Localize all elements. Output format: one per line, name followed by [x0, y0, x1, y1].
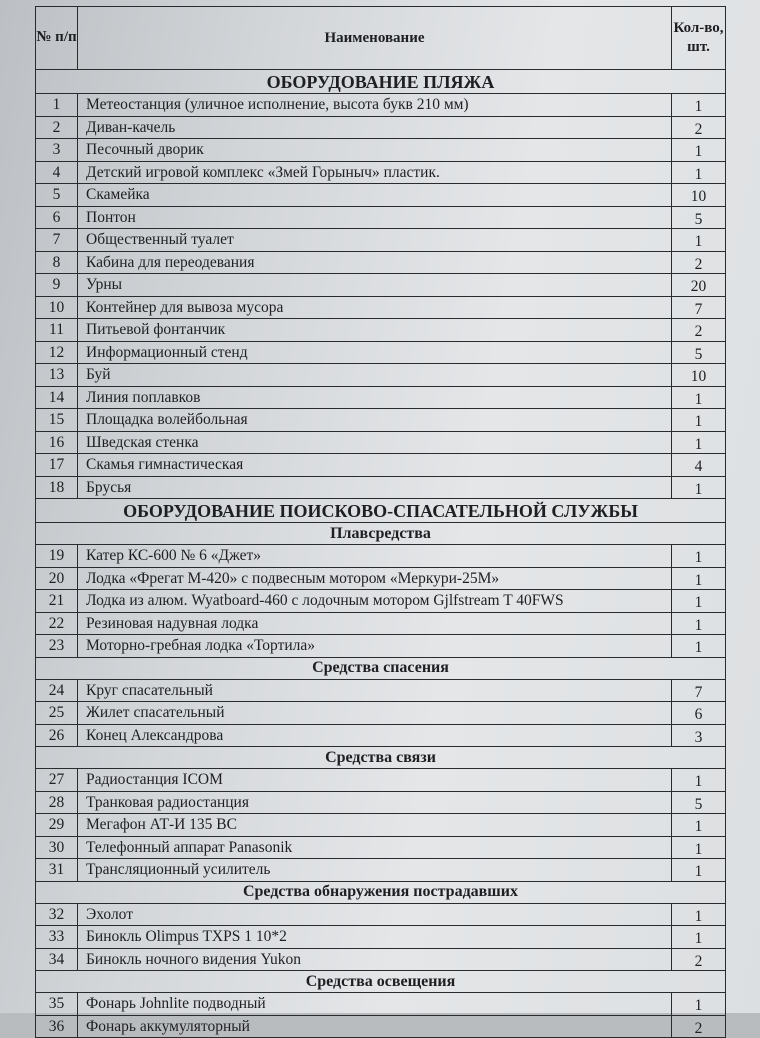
- row-number: 36: [36, 1015, 78, 1038]
- item-name: Катер КС-600 № 6 «Джет»: [78, 545, 672, 568]
- row-number: 30: [36, 836, 78, 859]
- table-row: [36, 836, 726, 859]
- table-row: [36, 948, 726, 971]
- header-name: Наименование: [78, 7, 672, 70]
- item-quantity: 2: [672, 116, 726, 139]
- table-row: [36, 724, 726, 747]
- row-number: 19: [36, 545, 78, 568]
- item-quantity: 1: [672, 590, 726, 613]
- item-name: Кабина для переодевания: [78, 251, 672, 274]
- table-row: [36, 635, 726, 658]
- row-number: 13: [36, 364, 78, 387]
- item-name: Метеостанция (уличное исполнение, высота букв 210 мм): [78, 94, 672, 117]
- item-quantity: 2: [672, 319, 726, 342]
- row-number: 14: [36, 386, 78, 409]
- item-quantity: 1: [672, 926, 726, 949]
- row-number: 26: [36, 724, 78, 747]
- row-number: 7: [36, 229, 78, 252]
- table-row: [36, 94, 726, 117]
- item-quantity: 1: [672, 903, 726, 926]
- row-number: 33: [36, 926, 78, 949]
- item-name: Линия поплавков: [78, 386, 672, 409]
- item-quantity: 1: [672, 139, 726, 162]
- row-number: 8: [36, 251, 78, 274]
- item-quantity: 5: [672, 206, 726, 229]
- item-quantity: 1: [672, 814, 726, 837]
- subsection-heading: Плавсредства: [36, 523, 726, 545]
- subsection-heading: Средства связи: [36, 747, 726, 769]
- item-quantity: 10: [672, 184, 726, 207]
- table-row: [36, 859, 726, 882]
- table-row: [36, 364, 726, 387]
- item-quantity: 1: [672, 431, 726, 454]
- table-row: [36, 567, 726, 590]
- row-number: 34: [36, 948, 78, 971]
- equipment-table: [35, 6, 726, 1038]
- item-name: Шведская стенка: [78, 431, 672, 454]
- item-name: Лодка из алюм. Wyatboard-460 с лодочным мотором Gjlfstream T 40FWS: [78, 590, 672, 613]
- table-row: [36, 769, 726, 792]
- item-name: Информационный стенд: [78, 341, 672, 364]
- item-name: Буй: [78, 364, 672, 387]
- item-quantity: 10: [672, 364, 726, 387]
- table-row: [36, 229, 726, 252]
- item-name: Фонарь аккумуляторный: [78, 1015, 672, 1038]
- item-name: Контейнер для вывоза мусора: [78, 296, 672, 319]
- table-row: [36, 409, 726, 432]
- table-row: [36, 590, 726, 613]
- item-quantity: 1: [672, 545, 726, 568]
- row-number: 29: [36, 814, 78, 837]
- item-name: Скамья гимнастическая: [78, 454, 672, 477]
- table-row: [36, 791, 726, 814]
- item-quantity: 2: [672, 251, 726, 274]
- row-number: 9: [36, 274, 78, 297]
- row-number: 22: [36, 612, 78, 635]
- table-row: [36, 454, 726, 477]
- row-number: 11: [36, 319, 78, 342]
- table-row: [36, 296, 726, 319]
- table-row: [36, 161, 726, 184]
- row-number: 15: [36, 409, 78, 432]
- item-name: Транковая радиостанция: [78, 791, 672, 814]
- row-number: 21: [36, 590, 78, 613]
- item-quantity: 1: [672, 409, 726, 432]
- item-quantity: 7: [672, 296, 726, 319]
- table-row: [36, 341, 726, 364]
- table-row: [36, 476, 726, 499]
- table-row: [36, 116, 726, 139]
- subsection-heading-row: [36, 657, 726, 679]
- section-heading-row: [36, 70, 726, 94]
- item-name: Телефонный аппарат Panasonik: [78, 836, 672, 859]
- table-row: [36, 431, 726, 454]
- item-name: Диван-качель: [78, 116, 672, 139]
- section-heading: ОБОРУДОВАНИЕ ПЛЯЖА: [36, 70, 726, 94]
- item-name: Моторно-гребная лодка «Тортила»: [78, 635, 672, 658]
- item-name: Радиостанция ICOM: [78, 769, 672, 792]
- subsection-heading: Средства спасения: [36, 657, 726, 679]
- item-name: Конец Александрова: [78, 724, 672, 747]
- row-number: 20: [36, 567, 78, 590]
- item-quantity: 20: [672, 274, 726, 297]
- row-number: 1: [36, 94, 78, 117]
- table-row: [36, 702, 726, 725]
- table-row: [36, 139, 726, 162]
- item-quantity: 1: [672, 612, 726, 635]
- item-name: Жилет спасательный: [78, 702, 672, 725]
- row-number: 3: [36, 139, 78, 162]
- table-body: [36, 7, 726, 1038]
- table-row: [36, 814, 726, 837]
- item-quantity: 1: [672, 993, 726, 1016]
- table-row: [36, 679, 726, 702]
- item-quantity: 3: [672, 724, 726, 747]
- subsection-heading-row: [36, 747, 726, 769]
- table-row: [36, 993, 726, 1016]
- item-name: Брусья: [78, 476, 672, 499]
- item-name: Резиновая надувная лодка: [78, 612, 672, 635]
- item-name: Скамейка: [78, 184, 672, 207]
- item-name: Понтон: [78, 206, 672, 229]
- item-name: Площадка волейбольная: [78, 409, 672, 432]
- row-number: 16: [36, 431, 78, 454]
- row-number: 5: [36, 184, 78, 207]
- table-row: [36, 184, 726, 207]
- item-name: Мегафон АТ-И 135 ВС: [78, 814, 672, 837]
- table-row: [36, 274, 726, 297]
- row-number: 23: [36, 635, 78, 658]
- table-row: [36, 206, 726, 229]
- item-name: Фонарь Johnlite подводный: [78, 993, 672, 1016]
- item-quantity: 1: [672, 229, 726, 252]
- item-name: Лодка «Фрегат М-420» с подвесным мотором «Меркури-25М»: [78, 567, 672, 590]
- item-quantity: 6: [672, 702, 726, 725]
- item-quantity: 2: [672, 1015, 726, 1038]
- item-quantity: 5: [672, 791, 726, 814]
- item-quantity: 1: [672, 567, 726, 590]
- table-row: [36, 319, 726, 342]
- subsection-heading: Средства освещения: [36, 971, 726, 993]
- table-row: [36, 612, 726, 635]
- table-row: [36, 545, 726, 568]
- item-quantity: 1: [672, 94, 726, 117]
- item-quantity: 1: [672, 161, 726, 184]
- row-number: 6: [36, 206, 78, 229]
- item-name: Питьевой фонтанчик: [78, 319, 672, 342]
- section-heading-row: [36, 499, 726, 523]
- item-quantity: 2: [672, 948, 726, 971]
- table-row: [36, 251, 726, 274]
- item-name: Трансляционный усилитель: [78, 859, 672, 882]
- item-quantity: 1: [672, 859, 726, 882]
- table-row: [36, 386, 726, 409]
- row-number: 18: [36, 476, 78, 499]
- subsection-heading: Средства обнаружения пострадавших: [36, 881, 726, 903]
- subsection-heading-row: [36, 971, 726, 993]
- table-row: [36, 903, 726, 926]
- item-quantity: 1: [672, 836, 726, 859]
- item-quantity: 1: [672, 476, 726, 499]
- item-quantity: 1: [672, 769, 726, 792]
- item-name: Урны: [78, 274, 672, 297]
- header-num: № п/п: [36, 7, 78, 70]
- row-number: 35: [36, 993, 78, 1016]
- section-heading: ОБОРУДОВАНИЕ ПОИСКОВО-СПАСАТЕЛЬНОЙ СЛУЖБЫ: [36, 499, 726, 523]
- row-number: 17: [36, 454, 78, 477]
- subsection-heading-row: [36, 881, 726, 903]
- item-quantity: 5: [672, 341, 726, 364]
- item-name: Общественный туалет: [78, 229, 672, 252]
- row-number: 28: [36, 791, 78, 814]
- item-name: Песочный дворик: [78, 139, 672, 162]
- subsection-heading-row: [36, 523, 726, 545]
- header-qty: Кол-во, шт.: [672, 7, 726, 70]
- row-number: 12: [36, 341, 78, 364]
- item-quantity: 1: [672, 635, 726, 658]
- row-number: 4: [36, 161, 78, 184]
- item-quantity: 1: [672, 386, 726, 409]
- header-row: [36, 7, 726, 70]
- row-number: 27: [36, 769, 78, 792]
- row-number: 24: [36, 679, 78, 702]
- row-number: 2: [36, 116, 78, 139]
- table-row: [36, 926, 726, 949]
- item-quantity: 4: [672, 454, 726, 477]
- item-name: Эхолот: [78, 903, 672, 926]
- item-name: Круг спасательный: [78, 679, 672, 702]
- row-number: 10: [36, 296, 78, 319]
- row-number: 32: [36, 903, 78, 926]
- row-number: 31: [36, 859, 78, 882]
- item-name: Детский игровой комплекс «Змей Горыныч» пластик.: [78, 161, 672, 184]
- item-quantity: 7: [672, 679, 726, 702]
- row-number: 25: [36, 702, 78, 725]
- item-name: Бинокль ночного видения Yukon: [78, 948, 672, 971]
- table-row: [36, 1015, 726, 1038]
- item-name: Бинокль Olimpus TXPS 1 10*2: [78, 926, 672, 949]
